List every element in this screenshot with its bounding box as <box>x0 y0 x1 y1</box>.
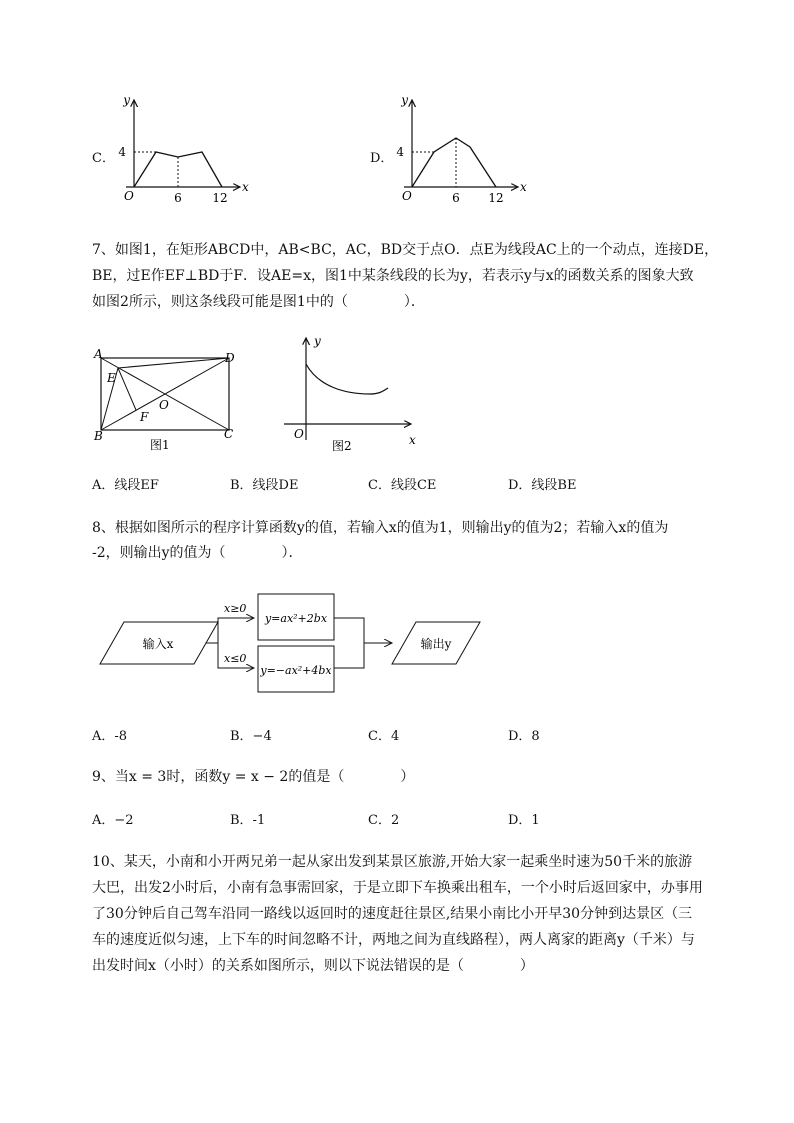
output-label: 输出y <box>420 637 452 651</box>
q7-option-c: C．线段CE <box>368 478 437 493</box>
q10-line-1: 10、某天，小南和小开两兄弟一起从家出发到某景区旅游,开始大家一起乘坐时速为50千米的旅游 <box>92 854 693 870</box>
q8-line-1: 8、根据如图所示的程序计算函数y的值，若输入x的值为1，则输出y的值为2；若输入x的值为 <box>92 520 669 536</box>
q8-option-b: B．−4 <box>230 729 272 744</box>
q8-option-a: A．-8 <box>92 729 128 744</box>
point-d: D <box>225 351 235 365</box>
option-d-label: D． <box>370 151 394 166</box>
q8-line-2: -2，则输出y的值为（ ）． <box>92 545 303 561</box>
origin-label: O <box>294 427 304 441</box>
input-label: 输入x <box>142 637 174 651</box>
q7-line-3: 如图2所示，则这条线段可能是图1中的（ ）． <box>92 294 425 310</box>
q7-option-a: A．线段EF <box>92 478 159 493</box>
q9-option-d: D．1 <box>508 813 540 828</box>
graph-d <box>390 92 530 207</box>
point-a: A <box>94 347 103 361</box>
q7-figure-2 <box>278 332 423 457</box>
figure-1-caption: 图1 <box>150 438 170 452</box>
merge-line-top <box>334 618 364 643</box>
x-tick-label: 12 <box>488 191 504 205</box>
graph-c <box>112 92 252 207</box>
segment-de <box>118 358 229 368</box>
q7-option-b: B．线段DE <box>230 478 299 493</box>
y-axis-label: y <box>401 93 408 107</box>
figure-2-caption: 图2 <box>332 439 352 453</box>
origin-label: O <box>402 189 412 203</box>
x-axis-label: x <box>242 180 249 194</box>
point-c: C <box>224 427 234 441</box>
graph-d-curve <box>412 138 496 187</box>
y-axis-label: y <box>314 334 321 348</box>
condition-top: x≥0 <box>224 602 247 615</box>
point-b: B <box>94 429 103 443</box>
x-axis-label: x <box>520 180 527 194</box>
y-tick-label: 4 <box>396 145 404 159</box>
point-o: O <box>159 398 169 412</box>
point-f: F <box>140 410 149 424</box>
q10-line-2: 大巴，出发2小时后，小南有急事需回家，于是立即下车换乘出租车，一个小时后返回家中，办事用 <box>92 880 703 896</box>
q9-line: 9、当x = 3时，函数y = x − 2的值是（ ） <box>92 769 415 785</box>
q7-line-2: BE，过E作EF⊥BD于F．设AE=x，图1中某条线段的长为y，若表示y与x的函数关系的图象大致 <box>92 268 694 284</box>
x-tick-label: 12 <box>212 191 228 205</box>
option-c-label: C． <box>92 151 115 166</box>
x-tick-label: 6 <box>452 191 460 205</box>
q7-figure-1 <box>88 340 248 460</box>
q9-option-a: A．−2 <box>92 813 134 828</box>
figure-2-curve <box>306 364 388 394</box>
q9-option-c: C．2 <box>368 813 400 828</box>
y-axis-label: y <box>123 93 130 107</box>
point-e: E <box>107 371 116 385</box>
q10-line-3: 了30分钟后自己驾车沿同一路线以返回时的速度赶往景区,结果小南比小开早30分钟到达景区（三 <box>92 906 693 922</box>
x-tick-label: 6 <box>174 191 182 205</box>
q8-option-d: D．8 <box>508 729 540 744</box>
segment-ef <box>118 368 136 410</box>
q10-line-5: 出发时间x（小时）的关系如图所示，则以下说法错误的是（ ） <box>92 958 534 974</box>
q8-flowchart <box>96 584 488 702</box>
condition-bottom: x≤0 <box>224 652 247 665</box>
y-tick-label: 4 <box>118 145 126 159</box>
q7-option-d: D．线段BE <box>508 478 577 493</box>
q9-option-b: B．-1 <box>230 813 266 828</box>
origin-label: O <box>124 189 134 203</box>
formula-top: y=ax²+2bx <box>264 612 328 625</box>
merge-line-bottom <box>334 643 392 668</box>
q7-line-1: 7、如图1，在矩形ABCD中，AB<BC，AC，BD交于点O．点E为线段AC上的一个动点，连接DE， <box>92 242 719 258</box>
q10-line-4: 车的速度近似匀速，上下车的时间忽略不计，两地之间为直线路程），两人离家的距离y（千米）与 <box>92 932 695 948</box>
formula-bottom: y=−ax²+4bx <box>260 664 332 677</box>
q8-option-c: C．4 <box>368 729 400 744</box>
x-axis-label: x <box>409 433 416 447</box>
